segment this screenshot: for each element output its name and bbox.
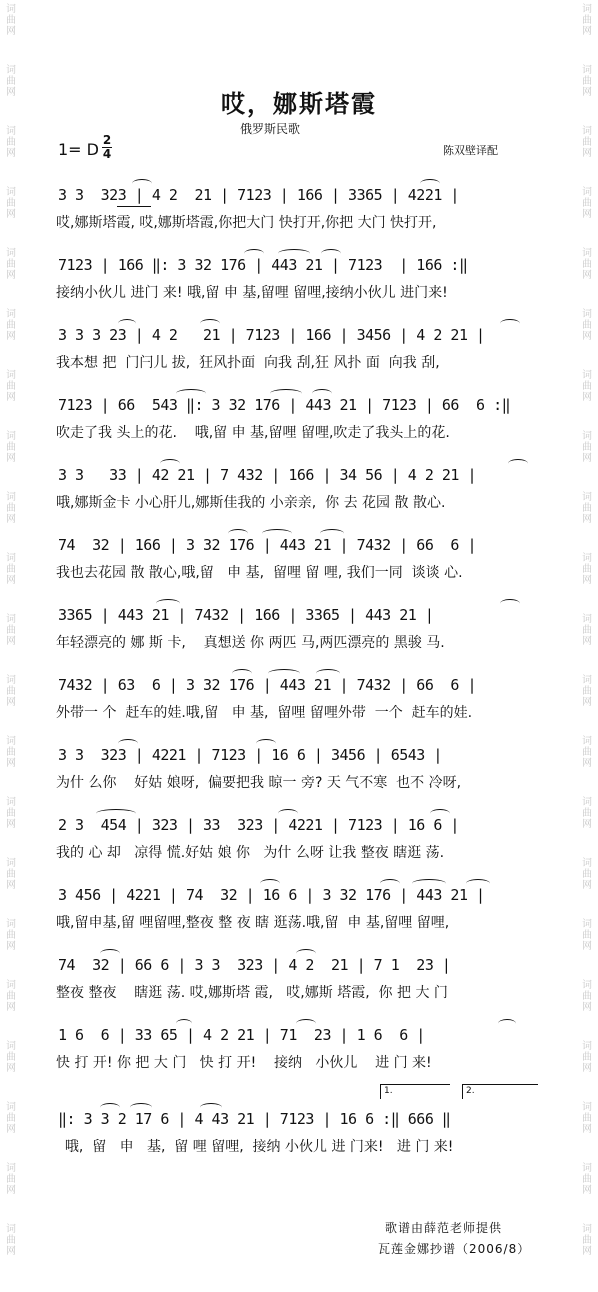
slur-mark [260,879,280,888]
slur-mark [132,179,152,188]
score-row [0,674,598,744]
lyric-line: 我也去花园 散 散心,哦,留 申 基, 留哩 留 哩, 我们一同 谈谈 心. [56,565,463,581]
arranger-credit: 陈双壁译配 [443,144,498,157]
slur-mark [508,459,528,468]
notation-line: 7123 | 166 ‖: 3 32 176 | 443 21 | 7123 | 166 :‖ [58,256,468,274]
lyric-line: 外带一 个 赶车的娃.哦,留 申 基, 留哩 留哩外带 一个 赶车的娃. [56,705,473,721]
watermark-text: 词 曲 网 [6,126,16,159]
notation-line: 74 32 | 166 | 3 32 176 | 443 21 | 7432 | 66 6 | [58,536,477,554]
watermark-text: 词 曲 网 [6,736,16,769]
notation-line: 74 32 | 66 6 | 3 3 323 | 4 2 21 | 7 1 23 | [58,956,451,974]
watermark-text: 词 曲 网 [582,370,592,403]
slur-mark [228,529,248,538]
slur-mark [200,1103,222,1112]
underline-mark [117,206,151,207]
slur-mark [268,669,300,678]
watermark-text: 词 曲 网 [6,980,16,1013]
watermark-text: 词 曲 网 [6,553,16,586]
watermark-text: 词 曲 网 [6,1041,16,1074]
song-origin: 俄罗斯民歌 [240,122,301,136]
lyric-line: 哦,娜斯金卡 小心肝儿,娜斯佳我的 小亲亲, 你 去 花园 散 散心. [56,495,446,511]
slur-mark [156,599,180,608]
score-row [0,394,598,464]
notation-line: 7432 | 63 6 | 3 32 176 | 443 21 | 7432 | 66 6 | [58,676,477,694]
lyric-line: 哎,娜斯塔霞, 哎,娜斯塔霞,你把大门 快打开,你把 大门 快打开, [56,215,437,231]
watermark-text: 词 曲 网 [582,553,592,586]
watermark-text: 词 曲 网 [6,370,16,403]
lyric-line: 我的 心 却 凉得 慌.好姑 娘 你 为什 么呀 让我 整夜 瞎逛 荡. [56,845,445,861]
key-signature: 1= D [58,140,99,159]
slur-mark [321,249,341,258]
score-row [0,464,598,534]
song-title: 哎，娜斯塔霞 [221,90,377,118]
watermark-text: 词 曲 网 [582,797,592,830]
notation-line: 3 3 3 23 | 4 2 21 | 7123 | 166 | 3456 | 4 2 21 | [58,326,485,344]
watermark-text: 词 曲 网 [582,1224,592,1257]
score-row [0,1108,598,1178]
meter-top: 2 [102,133,112,147]
watermark-text: 词 曲 网 [6,1163,16,1196]
slur-mark [100,949,120,958]
slur-mark [244,249,264,258]
slur-mark [498,1019,516,1028]
slur-mark [278,809,298,818]
score-row [0,254,598,324]
notation-line: 2 3 454 | 323 | 33 323 | 4221 | 7123 | 16 6 | [58,816,459,834]
source-credit: 歌谱由薛范老师提供 [385,1221,503,1235]
transcriber-credit: 瓦莲金娜抄谱（2006/8） [378,1242,531,1256]
slur-mark [316,669,340,678]
slur-mark [278,249,310,258]
watermark-text: 词 曲 网 [582,65,592,98]
score-row [0,954,598,1024]
notation-line: 7123 | 66 543 ‖: 3 32 176 | 443 21 | 7123 | 66 6 :‖ [58,396,511,414]
watermark-text: 词 曲 网 [582,736,592,769]
lyric-line: 整夜 整夜 瞎逛 荡. 哎,娜斯塔 霞, 哎,娜斯 塔霞, 你 把 大 门 [56,985,448,1001]
slur-mark [96,809,136,818]
slur-mark [130,1103,152,1112]
watermark-text: 词 曲 网 [582,614,592,647]
watermark-text: 词 曲 网 [582,309,592,342]
notation-line: 3 456 | 4221 | 74 32 | 16 6 | 3 32 176 | 443 21 | [58,886,485,904]
slur-mark [466,879,490,888]
lyric-line: 快 打 开! 你 把 大 门 快 打 开! 接纳 小伙儿 进 门 来! [56,1055,432,1071]
slur-mark [176,389,206,398]
slur-mark [412,879,446,888]
first-ending-bracket: 1. [380,1084,450,1099]
notation-line: 3 3 323 | 4221 | 7123 | 16 6 | 3456 | 6543 | [58,746,442,764]
slur-mark [430,809,450,818]
watermark-text: 词 曲 网 [6,919,16,952]
watermark-text: 词 曲 网 [582,919,592,952]
watermark-text: 词 曲 网 [6,1224,16,1257]
lyric-line: 我本想 把 门闩儿 拔, 狂风扑面 向我 刮,狂 风扑 面 向我 刮, [56,355,440,371]
score-row [0,534,598,604]
score-row [0,814,598,884]
score-row [0,324,598,394]
notation-line: 3365 | 443 21 | 7432 | 166 | 3365 | 443 21 | [58,606,434,624]
notation-line: ‖: 3 3 2 17 6 | 4 43 21 | 7123 | 16 6 :‖ 666 ‖ [58,1110,451,1128]
slur-mark [200,319,220,328]
lyric-line: 年轻漂亮的 娜 斯 卡, 真想送 你 两匹 马,两匹漂亮的 黑骏 马. [56,635,445,651]
slur-mark [100,1103,120,1112]
slur-mark [270,389,302,398]
lyric-line: 为什 么你 好姑 娘呀, 偏要把我 晾一 旁? 天 气不寒 也不 冷呀, [56,775,462,791]
watermark-text: 词 曲 网 [6,431,16,464]
watermark-text: 词 曲 网 [582,492,592,525]
notation-line: 3 3 323 | 4 2 21 | 7123 | 166 | 3365 | 4221 | [58,186,459,204]
second-ending-bracket: 2. [462,1084,538,1099]
slur-mark [118,319,136,328]
slur-mark [160,459,180,468]
score-row [0,744,598,814]
watermark-text: 词 曲 网 [6,4,16,37]
watermark-text: 词 曲 网 [582,980,592,1013]
watermark-text: 词 曲 网 [582,675,592,708]
watermark-text: 词 曲 网 [6,309,16,342]
lyric-line: 接纳小伙儿 进门 来! 哦,留 申 基,留哩 留哩,接纳小伙儿 进门来! [56,285,448,301]
slur-mark [420,179,440,188]
slur-mark [320,529,344,538]
slur-mark [262,529,292,538]
slur-mark [118,739,138,748]
score-row [0,884,598,954]
time-signature [101,134,113,161]
lyric-line: 哦,留申基,留 哩留哩,整夜 整 夜 瞎 逛荡.哦,留 申 基,留哩 留哩, [56,915,450,931]
watermark-text: 词 曲 网 [582,1102,592,1135]
lyric-line: 哦, 留 申 基, 留 哩 留哩, 接纳 小伙儿 进 门来! 进 门 来! [56,1139,454,1155]
watermark-text: 词 曲 网 [6,187,16,220]
slur-mark [176,1019,192,1028]
notation-line: 1 6 6 | 33 65 | 4 2 21 | 71 23 | 1 6 6 | [58,1026,425,1044]
slur-mark [232,669,252,678]
slur-mark [312,389,332,398]
watermark-text: 词 曲 网 [582,248,592,281]
watermark-text: 词 曲 网 [6,492,16,525]
watermark-text: 词 曲 网 [582,431,592,464]
watermark-text: 词 曲 网 [6,65,16,98]
watermark-text: 词 曲 网 [6,675,16,708]
slur-mark [380,879,400,888]
slur-mark [500,599,520,608]
watermark-text: 词 曲 网 [582,858,592,891]
slur-mark [500,319,520,328]
watermark-text: 词 曲 网 [6,1102,16,1135]
watermark-text: 词 曲 网 [582,1163,592,1196]
watermark-text: 词 曲 网 [582,1041,592,1074]
notation-line: 3 3 33 | 42 21 | 7 432 | 166 | 34 56 | 4 2 21 | [58,466,477,484]
slur-mark [296,949,316,958]
slur-mark [296,1019,316,1028]
watermark-text: 词 曲 网 [6,248,16,281]
meter-bottom: 4 [102,147,112,161]
lyric-line: 吹走了我 头上的花. 哦,留 申 基,留哩 留哩,吹走了我头上的花. [56,425,450,441]
watermark-text: 词 曲 网 [6,797,16,830]
score-row [0,184,598,254]
slur-mark [256,739,276,748]
watermark-text: 词 曲 网 [582,187,592,220]
watermark-text: 词 曲 网 [582,126,592,159]
watermark-text: 词 曲 网 [6,614,16,647]
watermark-text: 词 曲 网 [582,4,592,37]
watermark-text: 词 曲 网 [6,858,16,891]
score-row [0,604,598,674]
